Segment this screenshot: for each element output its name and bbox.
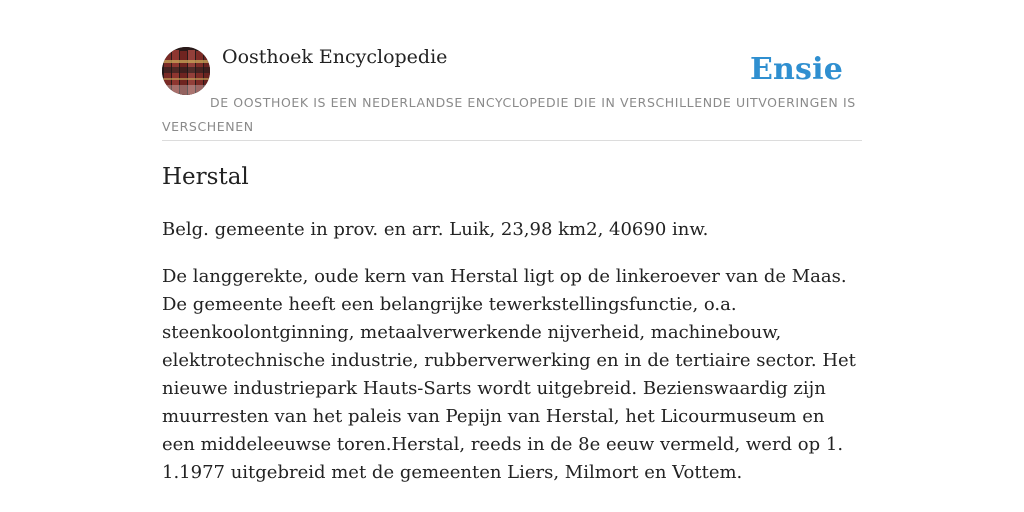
brand-logo[interactable]: Ensie [749,52,843,87]
site-header [162,0,862,141]
article-title: Herstal [162,164,249,190]
article-paragraph: De langgerekte, oude kern van Herstal ligt op de linkeroever van de Maas. De gemeente heeft een belangrijke tewerkstellingsfunctie, o.a. steenkoolontginning, metaalverwerkende nijverheid, machinebouw, elektrotechnische industrie, rubberverwerking en in de tertiaire sector. Het nieuwe industriepark Hauts-Sarts wordt uitgebreid. Bezienswaardig zijn muurresten van het paleis van Pepijn van Herstal, het Licourmuseum en een middeleeuwse toren.Herstal, reeds in de 8e eeuw vermeld, werd op 1. 1.1977 uitgebreid met de gemeenten Liers, Milmort en Vottem. [162,266,856,483]
site-title[interactable]: Oosthoek Encyclopedie [222,46,448,68]
encyclopedia-books-icon[interactable] [162,47,210,95]
page [162,0,862,512]
article-paragraph: Belg. gemeente in prov. en arr. Luik, 23,98 km2, 40690 inw. [162,219,709,240]
site-tagline: DE OOSTHOEK IS EEN NEDERLANDSE ENCYCLOPEDIE DIE IN VERSCHILLENDE UITVOERINGEN IS VERSCHENEN [162,95,856,134]
